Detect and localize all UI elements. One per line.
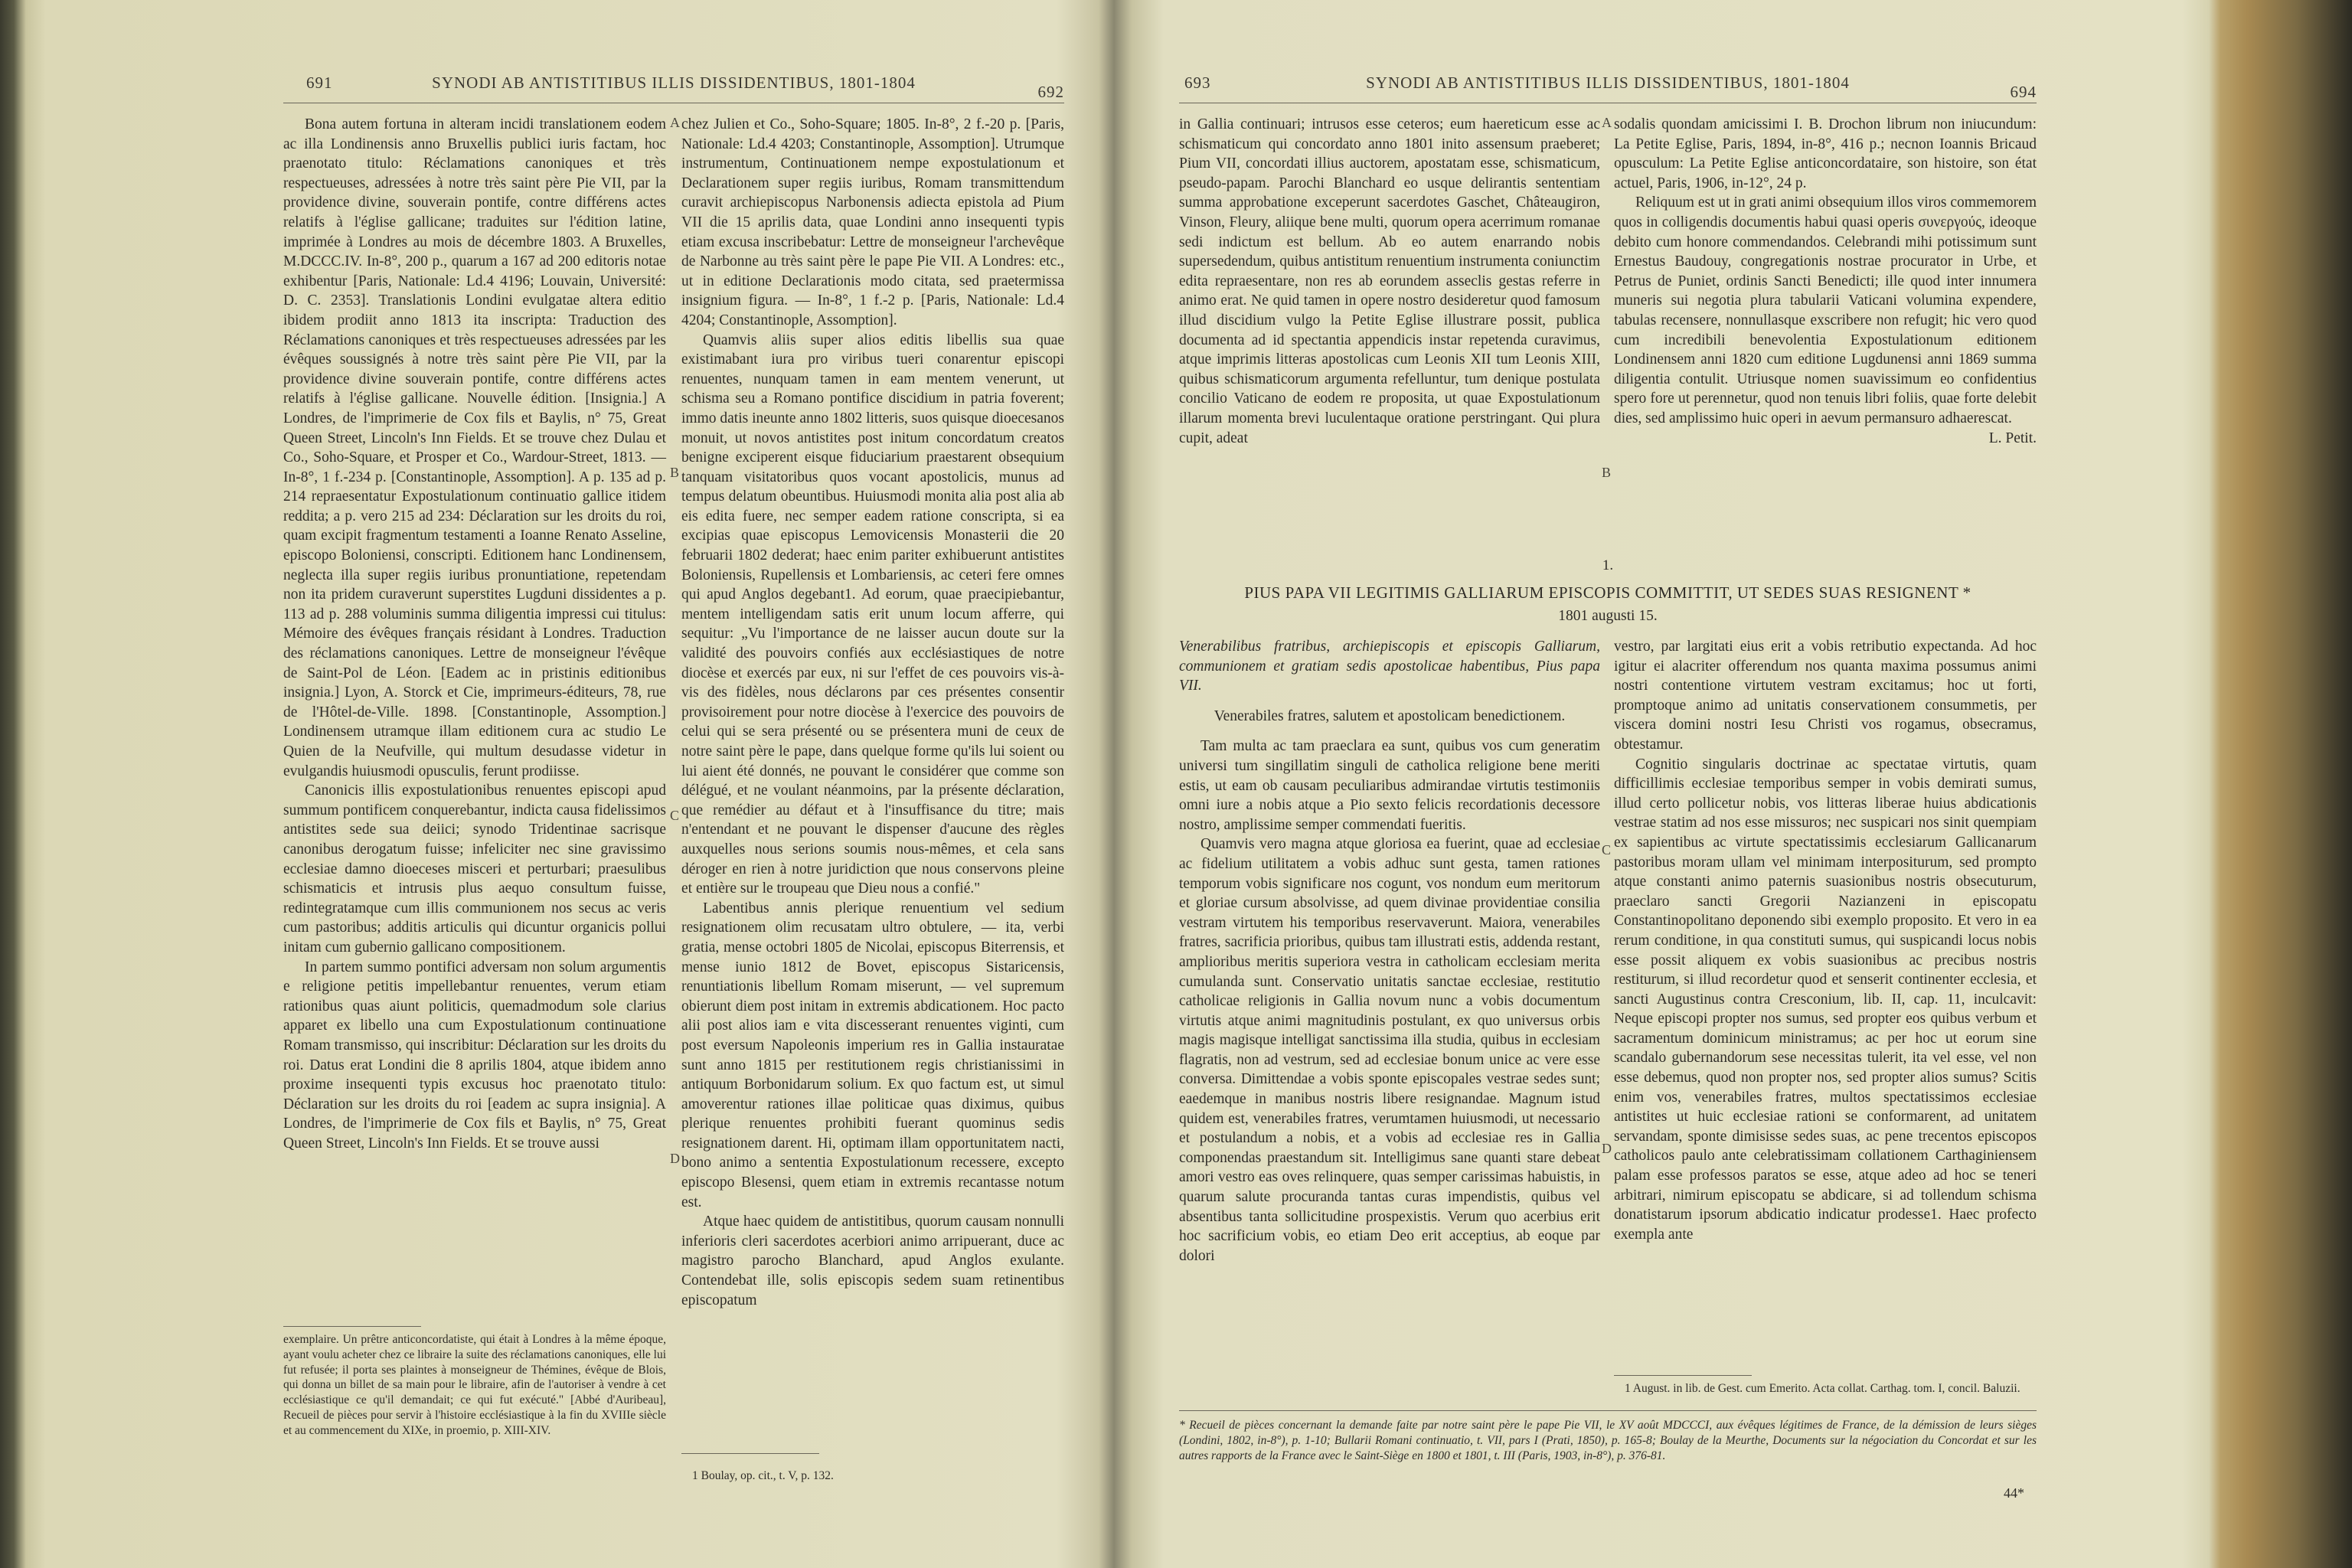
salutation: Venerabiles fratres, salutem et apostolicam benedictionem. xyxy=(1214,707,1566,724)
footnote: 1 Boulay, op. cit., t. V, p. 132. xyxy=(692,1469,834,1482)
signature: L. Petit. xyxy=(1988,430,2037,446)
footnote-rule xyxy=(681,1453,819,1454)
section-date: 1801 augusti 15. xyxy=(1558,608,1658,624)
section-number: 1. xyxy=(1602,557,1614,573)
footnote: exemplaire. Un prêtre anticoncordatiste, qui était à Londres à la même époque, ayant voulu acheter chez ce libraire la suite des réclamations canoniques, elle lui fut refusée; il porta ses plaintes à monseigneur de Thémines, évêque de Blois, qui donna un billet de sa main pour le libraire, afin de l'autoriser à vendre à cet ecclésiastique ce qu'il demandait; ce qui fut exécuté." [Abbé d'Auribeau], Recueil de pièces pour servir à l'histoire ecclésiastique à la fin du XVIIIe siècle et au commencement du XIXe, in proemio, p. XIII-XIV. xyxy=(283,1333,666,1437)
paragraph: Labentibus annis plerique renuentium vel sedium resignationem olim recusatam ultro obtulere, — ita, verbi gratia, mense octobri 1805 de Nicolai, episcopus Biterrensis, et mense iunio 1812 de Bovet, episcopus Sistaricensis, renuntiationis libellum Romam miserunt, — vel supremum obierunt diem post initam in extremis abdicationem. Hoc pacto alii post alios iam e vita discesserant renuentes viginti, cum post eversum Napoleonis imperium res in Gallia instauratae sunt anno 1815 per restitutionem regis christianissimi in antiquum Borbonidarum solium. Ex quo factum est, ut simul amoverentur rationes illae politicae quas diximus, quibus plerique renuentes prohibiti fuerant quominus sedis resignationem darent. Hi, optimam illam opportunitatem nacti, bono animo a sententia Expostulationum recessere, excepto episcopo Blesensi, quem etiam in extremis recantasse notum est. xyxy=(681,900,1064,1210)
paragraph: vestro, par largitati eius erit a vobis retributio expectanda. Ad hoc igitur ei alacriter offerendum nos quanta maxima possumus animi nostri contentione virtutem vestram excitamus; hoc ut forti, promptoque animo ad unitatis conservationem consummetis, per viscera domini nostri Iesu Christi vos rogamus, obsecramus, obtestamur. xyxy=(1614,639,2037,753)
running-head-left xyxy=(31,74,1102,104)
margin-letter: A xyxy=(1602,115,1612,130)
running-title: SYNODI AB ANTISTITIBUS ILLIS DISSIDENTIBUS, 1801-1804 xyxy=(432,74,916,92)
paragraph: Bona autem fortuna in alteram incidi translationem eodem ac illa Londinensis anno Bruxellis publici iuris factam, hoc praenotato titulo: Réclamations canoniques et très respectueuses, adressées à notre très saint père Pie VII, par la providence divine, souverain pontife, contre différens actes relatifs à l'église gallicane; traduites sur l'édition latine, imprimée à Londres au mois de décembre 1803. A Bruxelles, M.DCCC.IV. In-8°, 200 p., quarum a 167 ad 200 editoris notae exhibentur [Paris, Nationale: Ld.4 4196; Louvain, Université: D. C. 2353]. Translationis Londini evulgatae altera editio ibidem prodiit anno 1813 ita inscripta: Traduction des Réclamations canoniques et très respectueuses adressées par les évêques soussignés à notre très saint père Pie VII, par la providence divine souverain pontife, contre différens actes relatifs à l'église gallicane. Nouvelle édition. [Insignia.] A Londres, de l'imprimerie de Cox fils et Baylis, n° 75, Great Queen Street, Lincoln's Inn Fields. Et se trouve chez Dulau et Co., Soho-Square, et Prosper et Co., Wardour-Street, 1813. — In-8°, 1 f.-234 p. [Constantinople, Assomption]. A p. 135 ad p. 214 repraesentatur Expostulationum continuatio gallice itidem reddita; a p. vero 215 ad 234: Déclaration sur les droits du roi, quam excipit fragmentum testamenti a Ioanne Renato Asseline, episcopo Boloniensi, conscripti. Editionem hanc Londinensem, neglecta illa super regiis iuribus pronuntiatione, repetendam non ita pridem curaverunt superstites Lugduni dissidentes a p. 113 ad p. 288 voluminis summa diligentia impressi cui titulus: Mémoire des évêques français résidant à Londres. Traduction des réclamations canoniques. Lettre de monseigneur l'évêque de Saint-Pol de Léon. [Eadem ac in pristinis editionibus insignia.] Lyon, A. Storck et Cie, imprimeurs-éditeurs, 78, rue de l'Hôtel-de-Ville. 1898. [Constantinople, Assomption.] Londinensem utramque illam editionem cura ac studio Le Quien de la Neufville, qui multum desudasse videtur in evulgandis huiusmodi opusculis, ferunt prodiisse. xyxy=(283,116,666,779)
section-title: PIUS PAPA VII LEGITIMIS GALLIARUM EPISCOPIS COMMITTIT, UT SEDES SUAS RESIGNENT * xyxy=(1244,583,1971,602)
footnote-block xyxy=(1614,1381,2037,1396)
page-number: 691 xyxy=(306,74,333,92)
page-footnote xyxy=(1179,1418,2037,1463)
margin-letter: D xyxy=(670,1151,680,1166)
margin-letter: D xyxy=(1602,1141,1612,1156)
margin-letter: C xyxy=(670,808,680,823)
margin-letter: B xyxy=(1602,465,1612,480)
paragraph: Quamvis vero magna atque gloriosa ea fuerint, quae ad ecclesiae ac fidelium utilitatem a vobis adhuc sunt gesta, tamen rationes temporum vobis significare nos cogunt, vos nondum eum meritorum et gloriae cursum absolvisse, ad quem divinae providentiae consilia vestram virtutem his temporibus reservaverunt. Maiora, venerabiles fratres, sacrificia prioribus, quibus tam illustrati estis, addenda restant, amplioribus meritis superiora vestra in catholicam ecclesiam merita cumulanda sunt. Conservatio unitatis sanctae ecclesiae, restitutio catholicae religionis in Gallia novum nunc a vobis documentum virtutis atque animi magnitudinis postulant, ex quo universus orbis magis magisque intelligat sanctissima illa studia, quibus in ecclesiam flagratis, non ad vestrum, sed ad ecclesiae bonum unice ac vere esse conversa. Dimittendae a vobis sponte episcopales vestrae sedes sunt; eaedemque in manibus nostris libere resignandae. Magnum istud quidem est, venerabiles fratres, verumtamen huiusmodi, ut necessario et postulandum a nobis, et a vobis ad ecclesiae res in Gallia componendas praestandum sit. Intelligimus sane quanti stare debeat amori vestro eas oves relinquere, quas semper carissimas habuistis, in quarum salute procuranda tantas curas impendistis, quibus vel absentibus tanta sollicitudine prospexistis. Verum quo acerbius erit hoc sacrificium vobis, eo etiam Deo erit acceptius, ab eoque par dolori xyxy=(1179,836,1600,1264)
paragraph: In partem summo pontifici adversam non solum argumentis e religione petitis impellebantur renuentes, verum etiam rationibus quas aiunt politicis, quemadmodum sole clarius apparet ex libello una cum Expostulationum continuatione Romam transmisso, qui inscribitur: Déclaration sur les droits du roi. Datus erat Londini die 8 aprilis 1804, atque ibidem anno proxime insequenti typis excusus hoc praenotato titulo: Déclaration sur les droits du roi [eadem ac supra insignia]. A Londres, de l'imprimerie de Cox fils et Baylis, n° 75, Great Queen Street, Lincoln's Inn Fields. Et se trouve aussi xyxy=(283,959,666,1152)
column-left-a xyxy=(283,115,666,1153)
column-left-b xyxy=(681,115,1064,1310)
margin-letter: A xyxy=(670,115,680,130)
paragraph: in Gallia continuari; intrusos esse ceteros; eum haereticum esse ac schismaticum qui concordato anno 1801 inito assensum praeberet; Pium VII, concordati illius auctorem, apostatam esse, schismaticum, pseudo-papam. Parochi Blanchard eo usque delirantis sententiam summa approbatione exceperunt sacerdotes Gaschet, Châteaugiron, Vinson, Fleury, aliique bene multi, quorum opera acerrimum romanae sedi indictum est bellum. Ab eo autem enarrando nobis supersedendum, quibus antistitum renuentium instrumenta coniunctim edita repraesentare, non res ab eorundem asseclis gestas referre in animo erat. Ne quid tamen in opere nostro desideretur quod famosum illud discidium vulgo la Petite Eglise illustrare possit, publica documenta ad id spectantia appendicis instar repetenda curavimus, atque imprimis litteras apostolicas cum Leonis XII tum Leonis XIII, quibus schismaticorum argumenta refelluntur, tum denique postulata concilio Vaticano de eodem re proposita, ut quae Expostulationum illarum momenta brevi luculentaque oratione perstringant. Qui plura cupit, adeat xyxy=(1179,116,1600,446)
paragraph: Cognitio singularis doctrinae ac spectatae virtutis, quam difficillimis ecclesiae temporibus semper in vobis demirati sumus, illud certo pollicetur nobis, vos litteras liberae huius abdicationis vestrae statim ad nos esse missuros; nec suspicari nos sinit quempiam ex sapientibus ac virtute spectatissimis ecclesiarum Gallicanarum pastoribus moram ullam vel minimam interpositurum, sed prompto atque constanti animo paternis suasionibus nostris obsecuturum, praeclaro sancti Gregorii Nazianzeni in episcopatu Constantinopolitano deponendo sibi exemplo proposito. Et vero in ea rerum conditione, in qua constituti sumus, qui suspicandi locus nobis esse possit aliquem ex vobis suasionibus ac precibus nostris restiturum, si illud recordetur quod et senserit continenter ecclesia, et sancti Augustinus contra Cresconium, lib. II, cap. 11, inculcavit: Neque episcopi propter nos sumus, sed propter eos quibus verbum et sacramentum dominicum ministramus; ac per hoc ut eorum sine scandalo gubernandorum sese necessitas tulerit, ita vel esse, vel non esse debemus, quod non propter nos, sed propter alios sumus? Scitis enim vos, venerabiles fratres, multos spectatissimos ecclesiae antistites ut huic ecclesiae rationi se conformarent, ad unitatem servandam, sponte dimisisse sedes suas, ac pene trecentos episcopos catholicos paulo ante celebratissimam collationem Carthaginiensem palam esse professos paratos se esse, atque adeo ad hoc se teneri arbitrari, nimirum episcopatu se abdicare, si ad tollendum schisma donatistarum ipsorum abdicatio indicatur prodesse1. Haec profecto exempla ante xyxy=(1614,756,2037,1243)
footnote: 1 August. in lib. de Gest. cum Emerito. Acta collat. Carthag. tom. I, concil. Baluzii. xyxy=(1625,1382,2020,1395)
running-title: SYNODI AB ANTISTITIBUS ILLIS DISSIDENTIBUS, 1801-1804 xyxy=(1366,74,1850,92)
footnote-block xyxy=(283,1332,666,1439)
signature-mark: 44* xyxy=(2004,1485,2024,1501)
address: Venerabilibus fratribus, archiepiscopis et episcopis Galliarum, communionem et gratiam sedis apostolicae habentibus, Pius papa VII. xyxy=(1179,639,1600,694)
running-head-right xyxy=(1142,74,2199,104)
column-right-b-bottom xyxy=(1614,637,2037,1244)
column-right-a-bottom xyxy=(1179,637,1600,1266)
footnote-rule xyxy=(1614,1375,1752,1376)
column-right-b-top xyxy=(1614,115,2037,448)
paragraph: Tam multa ac tam praeclara ea sunt, quibus vos cum generatim universi tum singillatim singuli de catholica religione bene meriti estis, ut eam ob causam peculiaribus admirandae virtutis testimoniis omni iure a nobis atque a Pio sexto felicis recordationis decessore nostro, amplissime semper commendati fueritis. xyxy=(1179,738,1600,833)
page-number: 692 xyxy=(1037,83,1064,101)
column-right-a-top xyxy=(1179,115,1600,448)
left-page xyxy=(31,0,1102,1568)
margin-letter: B xyxy=(670,465,680,480)
footnote-block xyxy=(681,1468,1064,1484)
paragraph: sodalis quondam amicissimi I. B. Drochon librum non iniucundum: La Petite Eglise, Paris, 1894, in-8°, 416 p.; necnon Ioannis Bricaud opusculum: La Petite Eglise anticoncordataire, son histoire, son état actuel, Paris, 1906, in-12°, 24 p. xyxy=(1614,116,2037,191)
footnote-rule xyxy=(283,1326,421,1327)
paragraph: chez Julien et Co., Soho-Square; 1805. In-8°, 2 f.-20 p. [Paris, Nationale: Ld.4 4203; Constantinople, Assomption]. Utrumque instrumentum, Continuationem nempe expostulationum et Declarationem super regiis iuribus, Romam transmittendum curavit archiepiscopus Narbonensis adiecta epistola ad Pium VII die 15 aprilis data, quae Londini anno insequenti typis etiam excusa inscribebatur: Lettre de monseigneur l'archevêque de Narbonne au très saint père le pape Pie VII. A Londres: etc., ut in editione Declarationis modo citata, sed praetermissa insignium figura. — In-8°, 1 f.-2 p. [Paris, Nationale: Ld.4 4204; Constantinople, Assomption]. xyxy=(681,116,1064,328)
paragraph: Reliquum est ut in grati animi obsequium illos viros commemorem quos in colligendis documentis habui quasi operis συνεργούς, ideoque debito cum honore commendandos. Celebrandi mihi potissimum sunt Ernestus Baudouy, congregationis nostrae procurator in Urbe, et Petrus de Puniet, ordinis Sancti Benedicti; ille quod inter innumera muneris sui negotia plura tabularii Vaticani volumina expendere, tabulas recensere, nonnullasque exscribere non refugit; hic vero quod cum incredibili benevolentia Expostulationum editionem Londinensem anni 1820 cum editione Lugdunensi anni 1869 summa diligentia contulit. Utriusque nomen suavissimum eo confidentius spero fore ut perennetur, quod non tenuis libri foliis, quae forte delebit dies, sed amplissimo huic operi in aevum permansuro adhaerescat. xyxy=(1614,194,2037,426)
paragraph: Atque haec quidem de antistitibus, quorum causam nonnulli inferioris cleri sacerdotes acerbiori animo arripuerant, duce ac magistro parocho Blanchard, apud Anglos exulante. Contendebat ille, solis episcopis sedem suam retinentibus episcopatum xyxy=(681,1214,1064,1308)
page-number: 694 xyxy=(2010,83,2037,101)
paragraph: Canonicis illis expostulationibus renuentes episcopi apud summum pontificem conquerebantur, indicta causa fidelissimos antistites sede sua deiici; synodo Tridentinae sacrisque canonibus derogatum fuisse; infeliciter nec sine gravissimo ecclesiae damno dioeceses misceri et perturbari; praesulibus schismaticis et intrusis plus aequo consultum fuisse, redintegratamque cum illis communionem nos secus ac veris cum pastoribus; additis articulis qui dicuntur organicis pollui initam cum gubernio gallicano compositionem. xyxy=(283,782,666,956)
margin-letter: C xyxy=(1602,842,1612,858)
paragraph: Quamvis aliis super alios editis libellis sua quae existimabant iura pro viribus tueri conarentur episcopi renuentes, nunquam tamen in eam mentem venerunt, ut schisma seu a Romano pontifice discidium in patria foverent; immo datis ineunte anno 1802 litteris, suos quisque dioecesanos monuit, ut novos antistites post initum concordatum creatos benigne exciperent eisque fiduciarium praestarent obsequium tanquam visitatoribus quos vocant apostolicis, munus ad tempus delatum obeuntibus. Huiusmodi monita alia post alia ab eis edita fuere, nec semper eadem ratione conscripta, si ea excipias quae episcopus Lemovicensis Monasterii die 20 februarii 1802 dederat; haec enim pariter exhibuerunt antistites Boloniensis, Rupellensis et Lombariensis, ac ceteri fere omnes qui apud Anglos degebant1. Ad eorum, quae praecipiebantur, mentem intelligendam satis erit unum locum afferre, qui sequitur: „Vu l'importance de ne laisser aucun doute sur la validité des pouvoirs confiés aux ecclésiastiques de notre diocèse et exercés par eux, ni sur l'effet de ces pouvoirs vis-à-vis des fidèles, nous déclarons par ces présentes consentir provisoirement pour notre diocèse à l'exercice des pouvoirs de celui qui se sera présenté ou se présentera muni de ceux de notre saint père le pape, dans quelque forme qu'ils lui soient ou lui aient été donnés, ne pouvant le considérer que comme son délégué, et ne voulant néanmoins, par la présente déclaration, que remédier au défaut et à l'insuffisance du titre; mais n'entendant et ne pouvant le dispenser d'aucune des règles auxquelles nous serions soumis nous-mêmes, et cela sans déroger en rien à notre juridiction que nous conservons pleine et entière sur le troupeau que Dieu nous a confié." xyxy=(681,332,1064,897)
right-page xyxy=(1142,0,2199,1568)
footnote-rule xyxy=(1179,1410,2037,1411)
page-number: 693 xyxy=(1184,74,1211,92)
footnote: * Recueil de pièces concernant la demande faite par notre saint père le pape Pie VII, le XV août MDCCCI, aux évêques légitimes de France, de la démission de leurs sièges (Londini, 1802, in-8°), p. 1-10; Bullarii Romani continuatio, t. VII, pars I (Prati, 1850), p. 165-8; Boulay de la Meurthe, Documents sur la négociation du Concordat et sur les autres rapports de la France avec le Saint-Siège en 1800 et 1801, t. III (Paris, 1903, in-8°), p. 376-81. xyxy=(1179,1419,2037,1462)
